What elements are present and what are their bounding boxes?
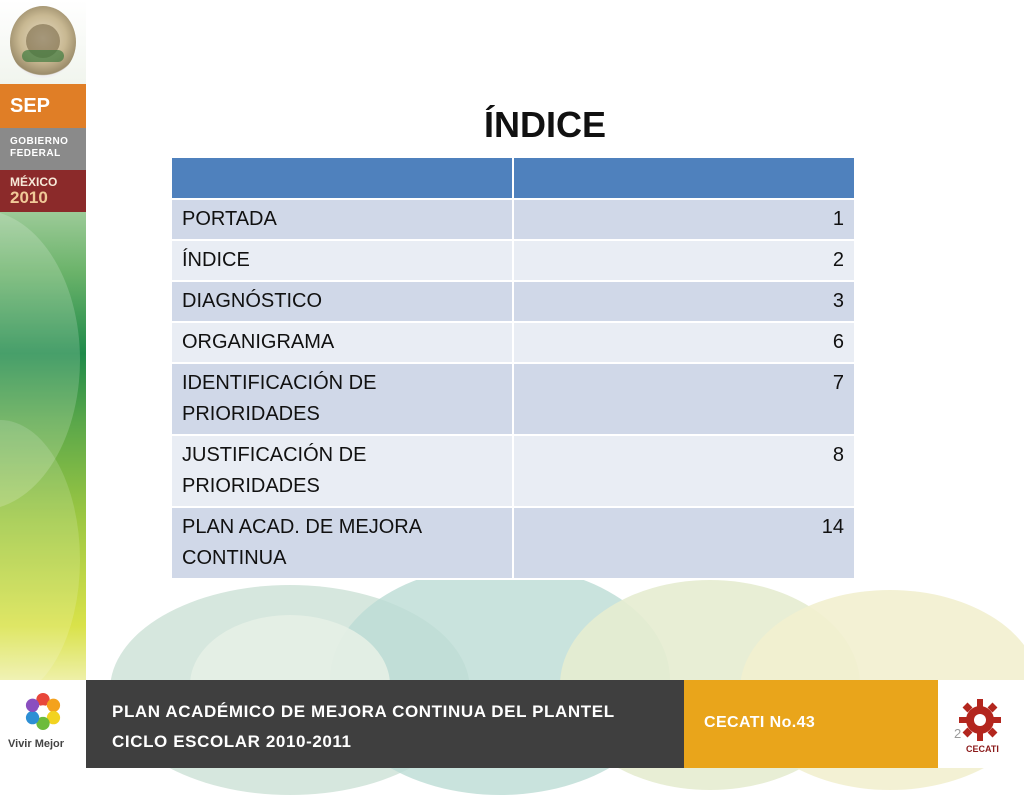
vivir-mejor-logo [0, 680, 86, 768]
table-header-cell [171, 157, 513, 199]
cecati-logo-text: CECATI [966, 744, 999, 754]
table-header-cell [513, 157, 855, 199]
table-row [171, 435, 855, 507]
page-number: 1 [513, 199, 855, 240]
seal-wreath [22, 50, 64, 62]
page-number: 2 [513, 240, 855, 281]
section-name: PLAN ACAD. DE MEJORA CONTINUA [171, 507, 513, 579]
page-number: 7 [513, 363, 855, 435]
footer-plan-title: PLAN ACADÉMICO DE MEJORA CONTINUA DEL PLANTEL [112, 702, 615, 721]
table-row [171, 199, 855, 240]
gobierno-line1: GOBIERNO [10, 136, 69, 147]
mexico-year: 2010 [10, 188, 48, 207]
cecati-label: CECATI No.43 [704, 714, 816, 731]
page-number: 3 [513, 281, 855, 322]
table-row [171, 240, 855, 281]
table-row [171, 507, 855, 579]
table-header-row [171, 157, 855, 199]
footer-banner [86, 680, 684, 768]
cecati-banner [684, 680, 938, 768]
flower-icon [24, 692, 62, 730]
national-seal-logo [10, 6, 76, 78]
gear-icon [958, 698, 1002, 742]
sep-label: SEP [10, 95, 51, 117]
table-row [171, 281, 855, 322]
table-row [171, 363, 855, 435]
sep-logo [0, 84, 86, 128]
slide-title: ÍNDICE [483, 104, 606, 145]
gobierno-line2: FEDERAL [10, 148, 61, 159]
band-curve [0, 420, 80, 680]
page-number: 14 [513, 507, 855, 579]
section-name: ÍNDICE [171, 240, 513, 281]
mexico-label: MÉXICO [10, 175, 58, 189]
section-name: JUSTIFICACIÓN DE PRIORIDADES [171, 435, 513, 507]
section-name: DIAGNÓSTICO [171, 281, 513, 322]
page-number: 6 [513, 322, 855, 363]
index-table [170, 156, 856, 580]
section-name: IDENTIFICACIÓN DE PRIORIDADES [171, 363, 513, 435]
gobierno-federal-logo [0, 128, 86, 170]
table-row [171, 322, 855, 363]
mexico-2010-logo [0, 170, 86, 212]
page-number: 8 [513, 435, 855, 507]
vivir-mejor-label: Vivir Mejor [8, 738, 65, 750]
section-name: ORGANIGRAMA [171, 322, 513, 363]
section-name: PORTADA [171, 199, 513, 240]
footer-cycle: CICLO ESCOLAR 2010-2011 [112, 732, 352, 751]
slide-page-number: 2 [954, 726, 962, 741]
cecati-logo [938, 680, 1024, 768]
